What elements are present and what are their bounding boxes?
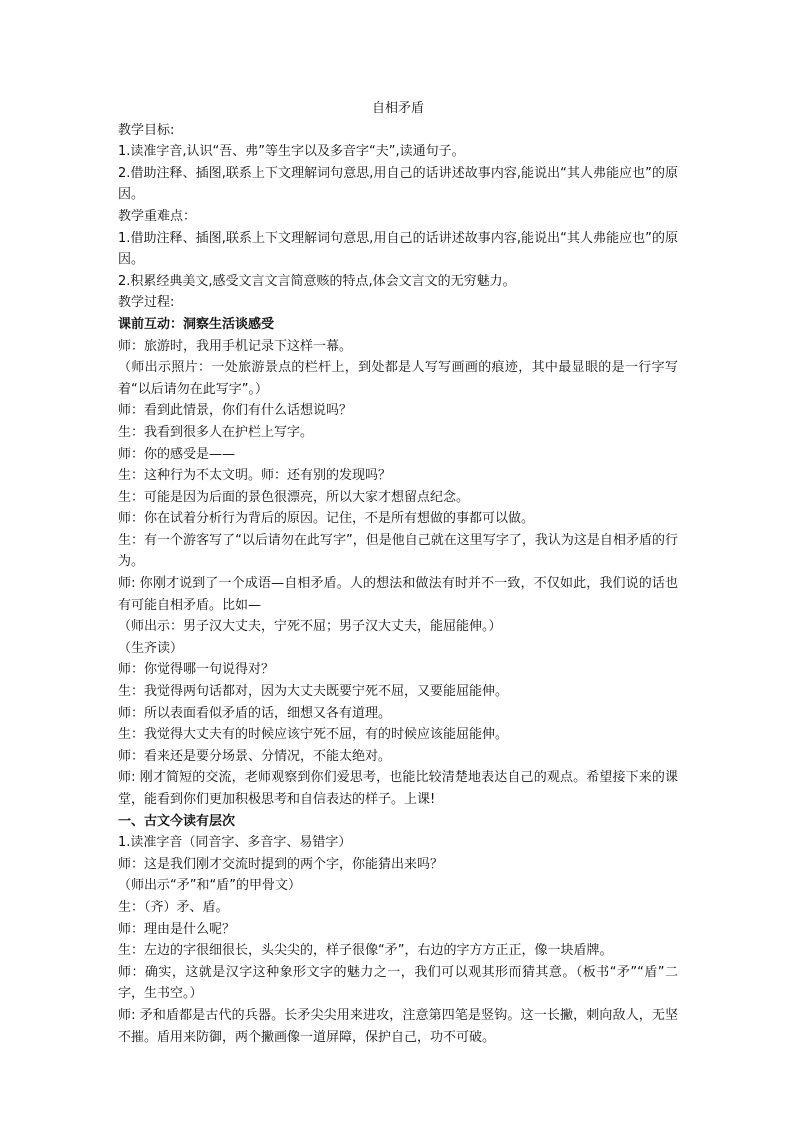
paragraph: 师：看来还是要分场景、分情况，不能太绝对。: [118, 748, 392, 764]
paragraph: 生：可能是因为后面的景色很漂亮，所以大家才想留点纪念。: [118, 489, 470, 505]
section-heading: 一、古文今读有层次: [118, 813, 236, 829]
paragraph: （师出示照片：一处旅游景点的栏杆上，到处都是人写写画画的痕迹，其中最显眼的是一行字写着“以后请勿在此写字”。）: [118, 360, 678, 397]
document-title: 自相矛盾: [371, 101, 424, 116]
section-heading: 课前互动：洞察生活谈感受: [118, 316, 275, 332]
paragraph: 生：（齐）矛、盾。: [118, 899, 229, 915]
document-body: [118, 98, 678, 1048]
paragraph: 师：你觉得哪一句说得对？: [118, 662, 275, 678]
paragraph: 师：理由是什么呢？: [118, 921, 236, 937]
paragraph: 1.借助注释、插图,联系上下文理解词句意思,用自己的话讲述故事内容,能说出“其人弗能应也”的原因。: [118, 230, 678, 268]
paragraph: 师：你在试着分析行为背后的原因。记住，不是所有想做的事都可以做。: [118, 511, 535, 527]
paragraph: 2.借助注释、插图,联系上下文理解词句意思,用自己的话讲述故事内容,能说出“其人弗能应也”的原因。: [118, 165, 678, 203]
paragraph: （生齐读）: [118, 640, 184, 656]
paragraph: 生：我看到很多人在护栏上写字。: [118, 424, 314, 440]
paragraph: 生：我觉得两句话都对，因为大丈夫既要宁死不屈，又要能屈能伸。: [118, 684, 509, 700]
paragraph: （师出示“矛”和“盾”的甲骨文）: [118, 878, 301, 894]
paragraph: 师：你的感受是——: [118, 446, 236, 462]
paragraph: 师：这是我们刚才交流时提到的两个字，你能猜出来吗？: [118, 856, 444, 872]
paragraph: 生：我觉得大丈夫有的时候应该宁死不屈，有的时候应该能屈能伸。: [118, 727, 509, 743]
paragraph: 师：看到此情景，你们有什么话想说吗？: [118, 403, 353, 419]
paragraph: 生：左边的字很细很长，头尖尖的，样子很像“矛”，右边的字方方正正，像一块盾牌。: [118, 943, 613, 959]
paragraph: 生：有一个游客写了“以后请勿在此写字”，但是他自己就在这里写字了，我认为这是自相矛盾的行为。: [118, 532, 678, 570]
paragraph: 师: 矛和盾都是古代的兵器。长矛尖尖用来进攻，注意第四笔是竖钩。这一长撇，刺向敌人，无坚不摧。盾用来防御，两个撇画像一道屏障，保护自己，功不可破。: [118, 1007, 678, 1045]
paragraph: 师：确实，这就是汉字这种象形文字的魅力之一，我们可以观其形而猜其意。（板书“矛”“盾”二字，生书空。）: [118, 964, 678, 1002]
paragraph: （师出示：男子汉大丈夫，宁死不屈；男子汉大丈夫，能屈能伸。）: [118, 619, 502, 635]
paragraph: 师：所以表面看似矛盾的话，细想又各有道理。: [118, 705, 392, 721]
paragraph: 1.读准字音（同音字、多音字、易错字）: [118, 835, 352, 851]
paragraph: 2.积累经典美文,感受文言文言简意赅的特点,体会文言文的无穷魅力。: [118, 273, 516, 289]
paragraph: 师: 刚才简短的交流，老师观察到你们爱思考，也能比较清楚地表达自己的观点。希望接下来的课堂，能看到你们更加积极思考和自信表达的样子。上课!: [118, 770, 678, 807]
paragraph: 生：这种行为不太文明。师：还有别的发现吗？: [118, 468, 392, 484]
paragraph: 师：旅游时，我用手机记录下这样一幕。: [118, 338, 353, 354]
paragraph: 教学过程:: [118, 295, 175, 311]
paragraph: 教学重难点：: [118, 208, 197, 224]
paragraph: 教学目标:: [118, 122, 175, 138]
paragraph: 师: 你刚才说到了一个成语—自相矛盾。人的想法和做法有时并不一致，不仅如此，我们说的话也有可能自相矛盾。比如—: [118, 576, 678, 613]
paragraph: 1.读准字音,认识“吾、弗”等生字以及多音字“夫”,读通句子。: [118, 144, 465, 160]
paragraph-list: [118, 120, 678, 1049]
